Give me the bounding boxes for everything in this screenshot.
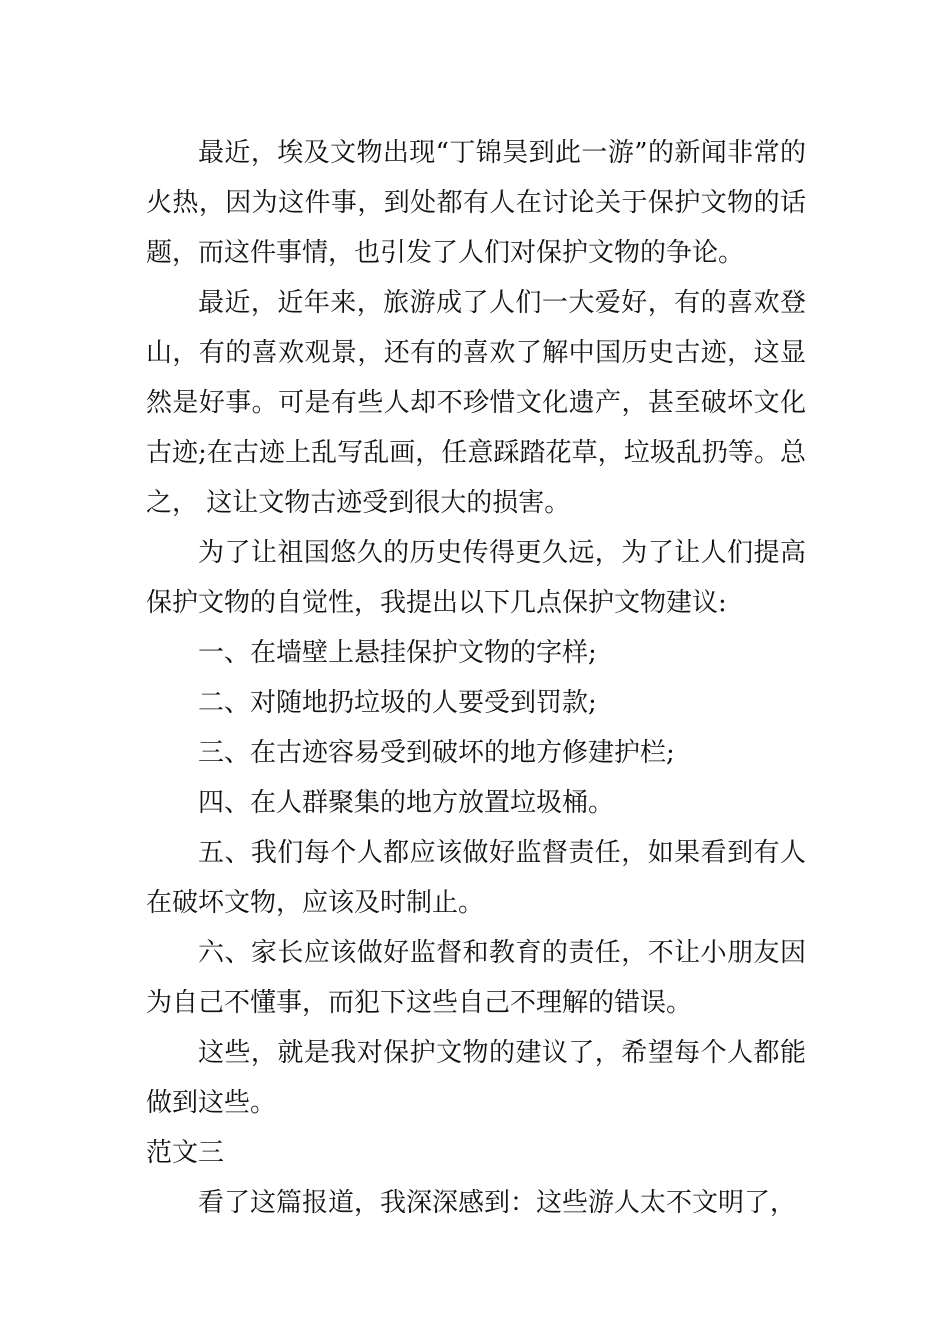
suggestion-5: 五、我们每个人都应该做好监督责任，如果看到有人在破坏文物，应该及时制止。 — [146, 838, 806, 918]
paragraph-2: 最近，近年来，旅游成了人们一大爱好，有的喜欢登山，有的喜欢观景，还有的喜欢了解中国历史古迹，这显然是好事。可是有些人却不珍惜文化遗产，甚至破坏文化古迹;在古迹上乱写乱画，任意踩踏花草，垃圾乱扔等。总之， 这让文物古迹受到很大的损害。 — [146, 288, 806, 518]
paragraph-1: 最近，埃及文物出现“丁锦昊到此一游”的新闻非常的火热，因为这件事，到处都有人在讨论关于保护文物的话题，而这件事情，也引发了人们对保护文物的争论。 — [146, 138, 806, 268]
suggestion-6: 六、家长应该做好监督和教育的责任，不让小朋友因为自己不懂事，而犯下这些自己不理解的错误。 — [146, 938, 806, 1018]
section-heading: 范文三 — [146, 1138, 225, 1168]
suggestion-2: 二、对随地扔垃圾的人要受到罚款; — [198, 688, 597, 718]
section-3-paragraph-1: 看了这篇报道，我深深感到：这些游人太不文明了， — [198, 1188, 797, 1218]
document-body — [146, 128, 806, 1228]
closing-paragraph: 这些，就是我对保护文物的建议了，希望每个人都能做到这些。 — [146, 1038, 806, 1118]
suggestion-1: 一、在墙壁上悬挂保护文物的字样; — [198, 638, 597, 668]
suggestion-4: 四、在人群聚集的地方放置垃圾桶。 — [198, 788, 615, 818]
suggestion-3: 三、在古迹容易受到破坏的地方修建护栏; — [198, 738, 675, 768]
paragraph-3: 为了让祖国悠久的历史传得更久远，为了让人们提高保护文物的自觉性，我提出以下几点保护文物建议: — [146, 538, 806, 618]
